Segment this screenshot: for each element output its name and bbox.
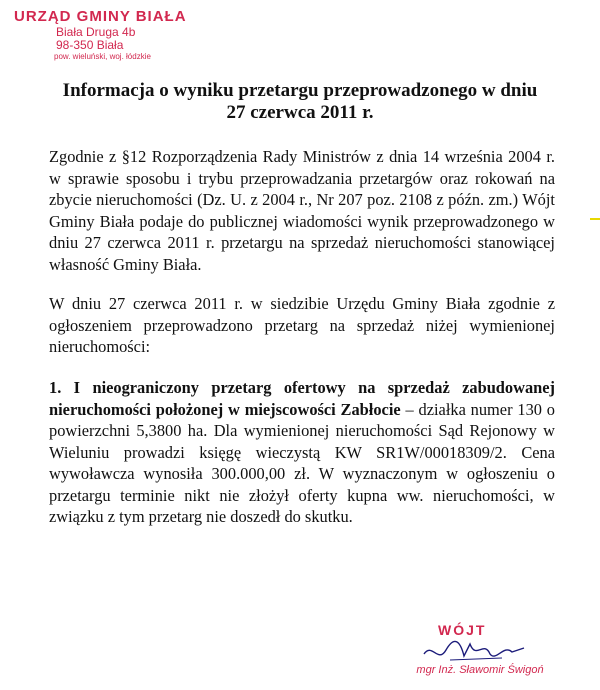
signatory-role: WÓJT: [438, 622, 487, 638]
tender-details: – działka numer 130 o powierzchni 5,3800 ha. Dla wymienionej nieruchomości Sąd Rejonowy w Wieluniu prowadzi księgę wieczystą KW SR1W/00018309/2. Cena wywoławcza wynosiła 300.000,00 zł. W wyznaczonym w ogłoszeniu o przetargu terminie nikt nie złożył oferty kupna ww. nieruchomości, w związku z tym przetarg nie doszedł do skutku.: [49, 399, 555, 526]
tender-heading: 1. I nieograniczony przetarg ofertowy na sprzedaż zabudowanej nieruchomości położonej w miejscowości Zabłocie: [49, 378, 555, 419]
stamp-street: Biała Druga 4b: [56, 25, 136, 39]
signatory-name: mgr Inż. Sławomir Świgoń: [416, 664, 544, 676]
paragraph-legal-basis: Zgodnie z §12 Rozporządzenia Rady Ministrów z dnia 14 września 2004 r. w sprawie sposobu i trybu przeprowadzania przetargów oraz rokowań na zbycie nieruchomości (Dz. U. z 2004 r., Nr 207 poz. 2108 z późn. zm.) Wójt Gminy Biała podaje do publicznej wiadomości wynik przeprowadzonego w dniu 27 czerwca 2011 r. przetargu na sprzedaż nieruchomości stanowiącej własność Gminy Biała.: [49, 147, 555, 274]
paragraph-tender-info: W dniu 27 czerwca 2011 r. w siedzibie Urzędu Gminy Biała zgodnie z ogłoszeniem przeprowadzono przetarg na sprzedaż niżej wymienionej nieruchomości:: [49, 294, 555, 356]
office-stamp: [14, 8, 234, 62]
edge-highlight-mark: [590, 218, 600, 220]
title-line-2: 27 czerwca 2011 r.: [226, 102, 374, 123]
stamp-postal: 98-350 Biała: [56, 38, 124, 52]
paragraph-tender-result: [49, 377, 555, 528]
title-line-1: Informacja o wyniku przetargu przeprowadzonego w dniu: [62, 80, 538, 101]
handwritten-signature: [420, 634, 530, 668]
signature-block: [416, 622, 590, 682]
document-title: [30, 80, 570, 124]
stamp-office-name: URZĄD GMINY BIAŁA: [14, 8, 187, 25]
stamp-region: pow. wieluński, woj. łódzkie: [54, 52, 151, 61]
